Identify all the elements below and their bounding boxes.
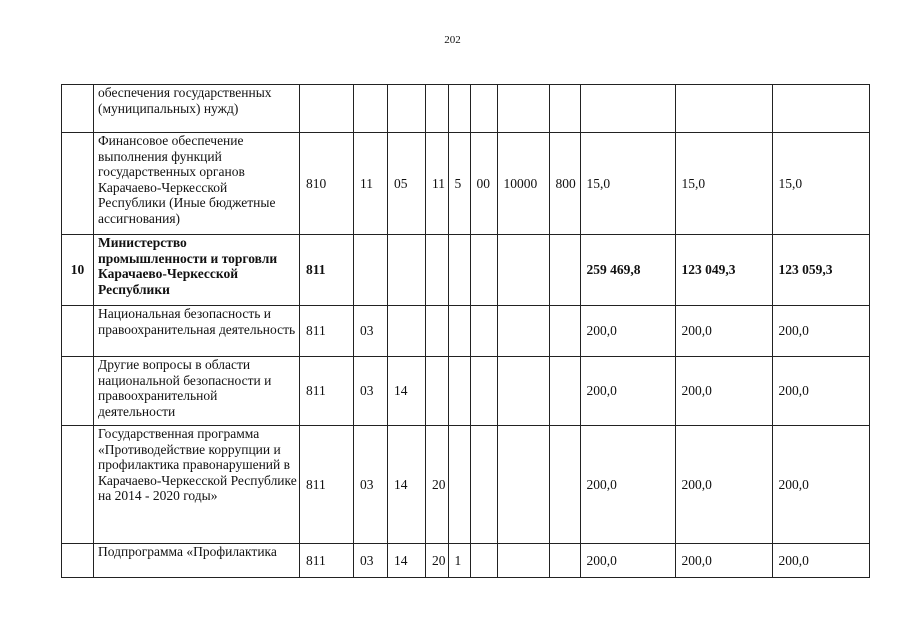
code-expense-type xyxy=(549,306,580,357)
code-subprogram xyxy=(448,235,470,306)
sum-year-2: 200,0 xyxy=(675,544,772,578)
code-ministry: 811 xyxy=(300,544,354,578)
sum-year-1: 200,0 xyxy=(580,426,675,544)
code-program: 11 xyxy=(426,133,449,235)
sum-year-3: 123 059,3 xyxy=(772,235,869,306)
code-direction xyxy=(497,426,549,544)
code-expense-type: 800 xyxy=(549,133,580,235)
sum-year-1: 200,0 xyxy=(580,357,675,426)
code-subsection: 14 xyxy=(388,426,426,544)
code-program xyxy=(426,85,449,133)
code-event xyxy=(470,85,497,133)
row-name: Национальная безопасность и правоохранительная деятельность xyxy=(94,306,300,357)
code-program xyxy=(426,357,449,426)
code-direction xyxy=(497,544,549,578)
sum-year-2 xyxy=(675,85,772,133)
sum-year-1: 15,0 xyxy=(580,133,675,235)
code-ministry xyxy=(300,85,354,133)
code-ministry: 811 xyxy=(300,306,354,357)
page-number: 202 xyxy=(444,34,461,46)
code-section: 11 xyxy=(354,133,388,235)
code-event xyxy=(470,357,497,426)
sum-year-3: 200,0 xyxy=(772,306,869,357)
table-row xyxy=(62,306,870,357)
code-section xyxy=(354,85,388,133)
sum-year-1 xyxy=(580,85,675,133)
table-row xyxy=(62,357,870,426)
code-event xyxy=(470,306,497,357)
code-subsection xyxy=(388,85,426,133)
code-direction xyxy=(497,357,549,426)
row-name: Другие вопросы в области национальной безопасности и правоохранительной деятельности xyxy=(94,357,300,426)
table-row xyxy=(62,235,870,306)
code-subsection: 14 xyxy=(388,357,426,426)
row-number xyxy=(62,426,94,544)
code-event: 00 xyxy=(470,133,497,235)
code-expense-type xyxy=(549,235,580,306)
sum-year-2: 200,0 xyxy=(675,357,772,426)
row-number xyxy=(62,306,94,357)
code-event xyxy=(470,544,497,578)
code-direction xyxy=(497,235,549,306)
code-program xyxy=(426,306,449,357)
code-subprogram xyxy=(448,357,470,426)
code-program: 20 xyxy=(426,544,449,578)
sum-year-3: 200,0 xyxy=(772,544,869,578)
sum-year-2: 15,0 xyxy=(675,133,772,235)
code-section: 03 xyxy=(354,544,388,578)
table-row xyxy=(62,544,870,578)
row-number: 10 xyxy=(62,235,94,306)
code-section: 03 xyxy=(354,426,388,544)
code-program xyxy=(426,235,449,306)
sum-year-3: 200,0 xyxy=(772,426,869,544)
code-subprogram xyxy=(448,426,470,544)
code-subsection: 05 xyxy=(388,133,426,235)
code-subsection xyxy=(388,235,426,306)
code-ministry: 811 xyxy=(300,357,354,426)
sum-year-3: 200,0 xyxy=(772,357,869,426)
sum-year-2: 123 049,3 xyxy=(675,235,772,306)
code-section xyxy=(354,235,388,306)
code-section: 03 xyxy=(354,357,388,426)
row-name: Финансовое обеспечение выполнения функций государственных органов Карачаево-Черкесской Республики (Иные бюджетные ассигнования) xyxy=(94,133,300,235)
code-ministry: 811 xyxy=(300,426,354,544)
sum-year-1: 200,0 xyxy=(580,306,675,357)
code-subprogram: 5 xyxy=(448,133,470,235)
code-direction xyxy=(497,85,549,133)
code-expense-type xyxy=(549,85,580,133)
code-event xyxy=(470,235,497,306)
code-expense-type xyxy=(549,544,580,578)
code-subprogram xyxy=(448,85,470,133)
row-name: обеспечения государственных (муниципальных) нужд) xyxy=(94,85,300,133)
sum-year-2: 200,0 xyxy=(675,426,772,544)
sum-year-2: 200,0 xyxy=(675,306,772,357)
table-row xyxy=(62,133,870,235)
code-section: 03 xyxy=(354,306,388,357)
code-event xyxy=(470,426,497,544)
code-subsection: 14 xyxy=(388,544,426,578)
code-program: 20 xyxy=(426,426,449,544)
code-direction: 10000 xyxy=(497,133,549,235)
table-row xyxy=(62,85,870,133)
code-subprogram xyxy=(448,306,470,357)
code-expense-type xyxy=(549,357,580,426)
code-subprogram: 1 xyxy=(448,544,470,578)
row-name: Государственная программа «Противодействие коррупции и профилактика правонарушений в Карачаево-Черкесской Республике на 2014 - 2020 годы» xyxy=(94,426,300,544)
row-number xyxy=(62,357,94,426)
sum-year-1: 200,0 xyxy=(580,544,675,578)
row-number xyxy=(62,85,94,133)
row-number xyxy=(62,544,94,578)
code-ministry: 810 xyxy=(300,133,354,235)
row-name: Подпрограмма «Профилактика xyxy=(94,544,300,578)
row-name: Министерство промышленности и торговли Карачаево-Черкесской Республики xyxy=(94,235,300,306)
sum-year-3 xyxy=(772,85,869,133)
sum-year-1: 259 469,8 xyxy=(580,235,675,306)
row-number xyxy=(62,133,94,235)
code-subsection xyxy=(388,306,426,357)
budget-table xyxy=(61,84,870,578)
sum-year-3: 15,0 xyxy=(772,133,869,235)
code-direction xyxy=(497,306,549,357)
table-row xyxy=(62,426,870,544)
code-expense-type xyxy=(549,426,580,544)
code-ministry: 811 xyxy=(300,235,354,306)
